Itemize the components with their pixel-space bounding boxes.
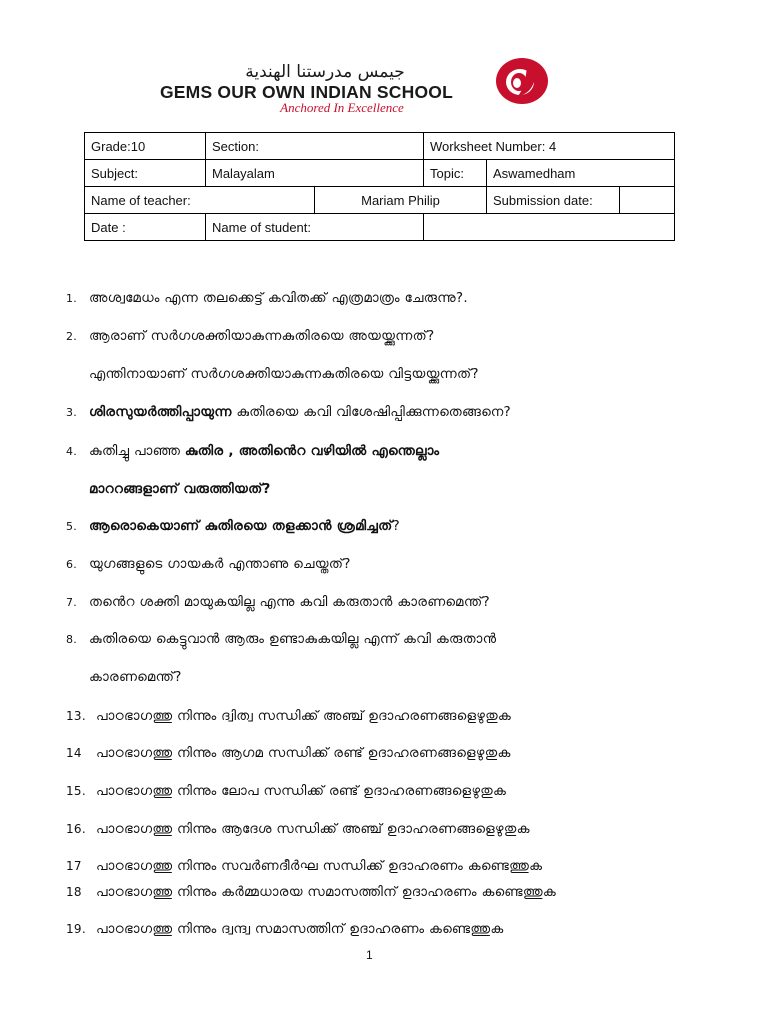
school-name: GEMS OUR OWN INDIAN SCHOOL <box>160 82 453 102</box>
teacher-value: Mariam Philip <box>315 187 487 214</box>
topic-label: Topic: <box>424 160 487 187</box>
worksheet-info-table <box>84 132 675 241</box>
submission-date-label: Submission date: <box>487 187 620 214</box>
date-label: Date : <box>85 214 206 241</box>
submission-date-value[interactable] <box>620 187 675 214</box>
topic-value: Aswamedham <box>487 160 675 187</box>
subject-label: Subject: <box>85 160 206 187</box>
school-logo-icon <box>494 56 550 106</box>
grade-cell: Grade:10 <box>85 133 206 160</box>
subject-value: Malayalam <box>206 160 424 187</box>
section-cell: Section: <box>206 133 424 160</box>
worksheet-number-cell: Worksheet Number: 4 <box>424 133 675 160</box>
school-name-arabic: جيمس مدرستنا الهندية <box>245 62 405 82</box>
student-name-label: Name of student: <box>206 214 424 241</box>
student-name-value[interactable] <box>424 214 675 241</box>
school-header <box>0 0 768 125</box>
school-motto: Anchored In Excellence <box>280 100 404 115</box>
teacher-label: Name of teacher: <box>85 187 315 214</box>
page-number: 1 <box>366 948 373 962</box>
